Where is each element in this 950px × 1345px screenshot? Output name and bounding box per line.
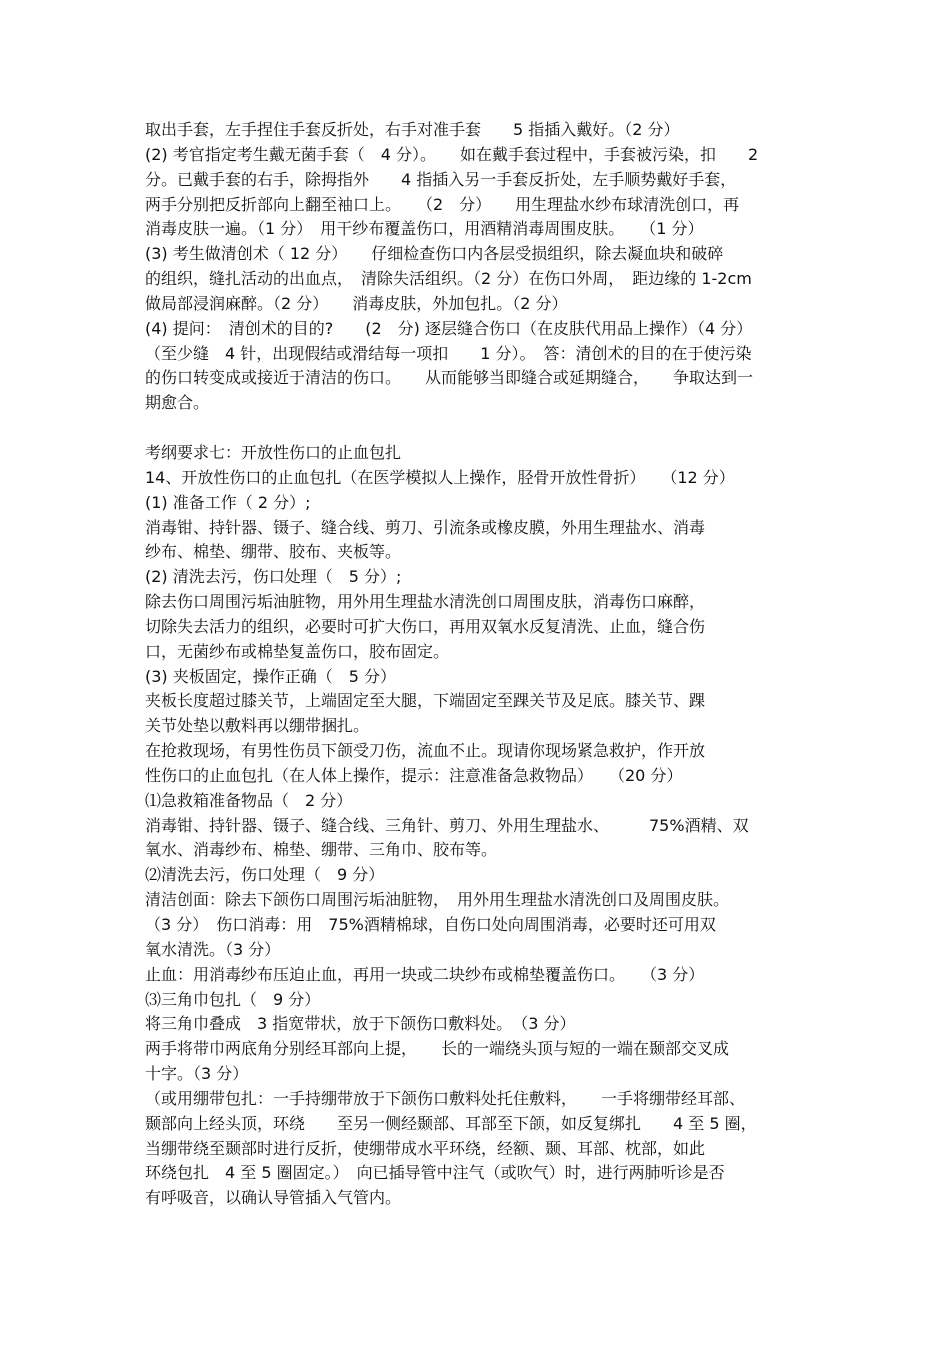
text-line: (3) 考生做清创术（ 12 分） 仔细检查伤口内各层受损组织，除去凝血块和破碎 <box>145 244 724 264</box>
text-line: 颞部向上经头顶，环绕 至另一侧经颞部、耳部至下颌，如反复绑扎 4 至 5 圈， <box>145 1113 757 1133</box>
text-line: 止血：用消毒纱布压迫止血，再用一块或二块纱布或棉垫覆盖伤口。 （3 分） <box>145 964 705 984</box>
text-line: 切除失去活力的组织，必要时可扩大伤口，再用双氧水反复清洗、止血，缝合伤 <box>145 616 706 636</box>
text-line: 关节处垫以敷料再以绷带捆扎。 <box>145 716 370 736</box>
text-line: 做局部浸润麻醉。（2 分） 消毒皮肤，外加包扎。（2 分） <box>145 293 568 313</box>
text-line: （3 分） 伤口消毒：用 75%酒精棉球，自伤口处向周围消毒，必要时还可用双 <box>145 915 716 934</box>
text-line: 清洁创面：除去下颌伤口周围污垢油脏物， 用外用生理盐水清洗创口及周围皮肤。 <box>145 890 730 910</box>
text-line: 环绕包扎 4 至 5 圈固定。） 向已插导管中注气（或吹气）时，进行两肺听诊是否 <box>145 1163 725 1183</box>
text-line: (4) 提问： 清创术的目的? (2 分) 逐层缝合伤口（在皮肤代用品上操作）（4 分） <box>145 318 753 338</box>
text-line: 的组织，缝扎活动的出血点， 清除失活组织。（2 分）在伤口外周， 距边缘的 1-2cm <box>145 269 752 289</box>
text-line: 当绷带绕至颞部时进行反折，使绷带成水平环绕，经额、颞、耳部、枕部，如此 <box>145 1138 706 1158</box>
text-line: (2) 考官指定考生戴无菌手套（ 4 分）。 如在戴手套过程中，手套被污染，扣 2 <box>145 144 759 164</box>
text-line: 口，无菌纱布或棉垫复盖伤口，胶布固定。 <box>145 641 450 661</box>
text-line: 除去伤口周围污垢油脏物，用外用生理盐水清洗创口周围皮肤，消毒伤口麻醉， <box>145 592 706 612</box>
document-body <box>145 118 825 1211</box>
text-line: 考纲要求七：开放性伤口的止血包扎 <box>145 442 402 462</box>
text-line: 十字。（3 分） <box>145 1064 249 1084</box>
text-line: 夹板长度超过膝关节，上端固定至大腿，下端固定至踝关节及足底。膝关节、踝 <box>145 691 706 711</box>
text-line: 将三角巾叠成 3 指宽带状，放于下颌伤口敷料处。 （3 分） <box>145 1014 576 1034</box>
text-line: 氧水清洗。（3 分） <box>145 939 281 959</box>
text-line: ⑶三角巾包扎（ 9 分） <box>145 989 321 1009</box>
text-line: 消毒钳、持针器、镊子、缝合线、三角针、剪刀、外用生理盐水、 75%酒精、双 <box>145 815 749 835</box>
text-line: 14、开放性伤口的止血包扎（在医学模拟人上操作，胫骨开放性骨折） （12 分） <box>145 467 735 487</box>
text-line: 两手将带巾两底角分别经耳部向上提， 长的一端绕头顶与短的一端在颞部交叉成 <box>145 1039 730 1059</box>
text-line: 期愈合。 <box>145 393 210 413</box>
text-line: 消毒皮肤一遍。（1 分） 用干纱布覆盖伤口，用酒精消毒周围皮肤。 （1 分） <box>145 219 704 239</box>
text-line: 在抢救现场，有男性伤员下颌受刀伤，流血不止。现请你现场紧急救护，作开放 <box>145 741 706 761</box>
text-line: 消毒钳、持针器、镊子、缝合线、剪刀、引流条或橡皮膜，外用生理盐水、消毒 <box>145 517 706 537</box>
text-line: ⑵清洗去污，伤口处理（ 9 分） <box>145 865 385 885</box>
text-line: 性伤口的止血包扎（在人体上操作，提示：注意准备急救物品） （20 分） <box>145 765 683 785</box>
text-line: 氧水、消毒纱布、棉垫、绷带、三角巾、胶布等。 <box>145 840 498 860</box>
blank-line <box>145 416 825 441</box>
text-line: （至少缝 4 针，出现假结或滑结每一项扣 1 分）。 答：清创术的目的在于使污染 <box>145 343 752 363</box>
text-line: 纱布、棉垫、绷带、胶布、夹板等。 <box>145 542 402 562</box>
text-line: （或用绷带包扎：一手持绷带放于下颌伤口敷料处托住敷料， 一手将绷带经耳部、 <box>145 1088 746 1108</box>
text-line: 两手分别把反折部向上翻至袖口上。 （2 分） 用生理盐水纱布球清洗创口，再 <box>145 194 740 214</box>
text-line: 取出手套，左手捏住手套反折处，右手对准手套 5 指插入戴好。（2 分） <box>145 120 680 139</box>
text-line: 有呼吸音，以确认导管插入气管内。 <box>145 1188 402 1208</box>
text-line: ⑴急救箱准备物品（ 2 分） <box>145 790 353 810</box>
text-line: 分。已戴手套的右手，除拇指外 4 指插入另一手套反折处，左手顺势戴好手套， <box>145 169 737 189</box>
text-line: 的伤口转变成或接近于清洁的伤口。 从而能够当即缝合或延期缝合， 争取达到一 <box>145 368 754 388</box>
text-line: (1) 准备工作（ 2 分）; <box>145 492 311 512</box>
text-line: (2) 清洗去污，伤口处理（ 5 分）; <box>145 567 402 587</box>
text-line: (3) 夹板固定，操作正确（ 5 分） <box>145 666 397 686</box>
